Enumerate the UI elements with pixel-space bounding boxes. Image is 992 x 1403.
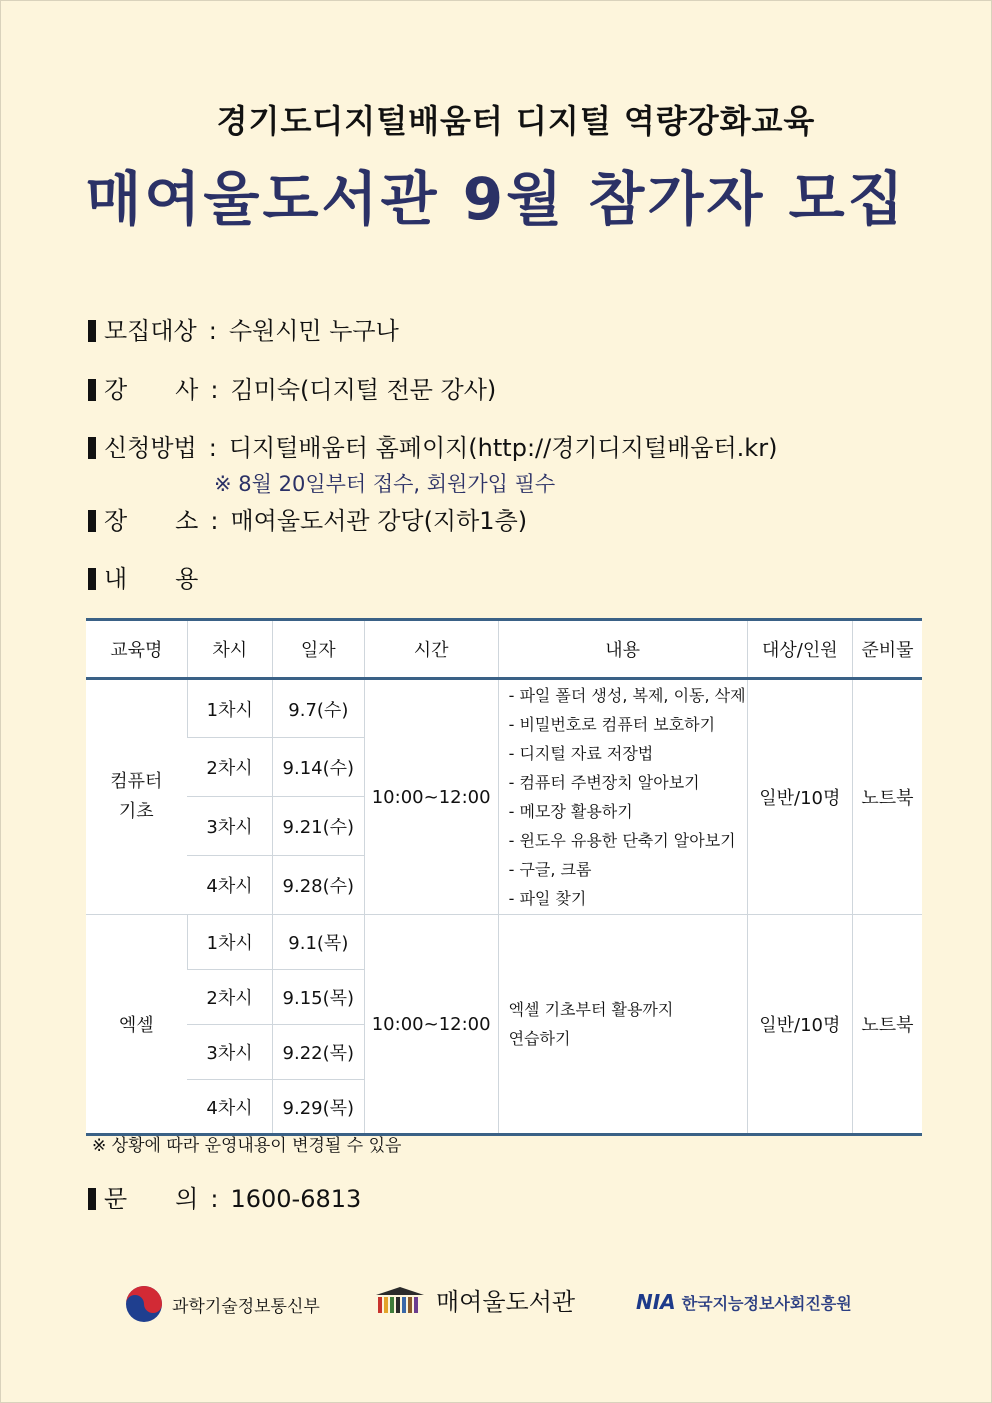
course-name: 컴퓨터 기초 — [86, 679, 187, 915]
bullet-icon — [88, 320, 96, 342]
table-header-row — [86, 620, 922, 679]
list-item: - 파일 폴더 생성, 복제, 이동, 삭제 — [508, 686, 746, 705]
info-instructor — [88, 375, 496, 405]
session-cell: 1차시 — [187, 679, 272, 738]
table-row — [86, 679, 922, 738]
list-item: - 비밀번호로 컴퓨터 보호하기 — [508, 715, 716, 734]
session-cell: 2차시 — [187, 738, 272, 797]
date-cell: 9.21(수) — [272, 797, 364, 856]
header-course: 교육명 — [86, 620, 187, 679]
content-list — [509, 681, 746, 913]
time-cell: 10:00~12:00 — [364, 915, 498, 1135]
info-label: 문 의 — [104, 1185, 199, 1213]
list-item: - 컴퓨터 주변장치 알아보기 — [508, 773, 700, 792]
session-cell: 3차시 — [187, 1025, 272, 1080]
bullet-icon — [88, 510, 96, 532]
date-cell: 9.7(수) — [272, 679, 364, 738]
header-content: 내용 — [498, 620, 747, 679]
info-target — [88, 316, 399, 346]
info-place — [88, 506, 527, 536]
header-supplies: 준비물 — [853, 620, 923, 679]
footer-logos — [0, 1282, 992, 1326]
msit-logo — [124, 1284, 320, 1324]
application-note: ※ 8월 20일부터 접수, 회원가입 필수 — [214, 472, 556, 496]
info-label: 장 소 — [104, 507, 199, 535]
bullet-icon — [88, 568, 96, 590]
info-label: 강 사 — [104, 376, 199, 404]
info-separator: : — [208, 434, 217, 462]
supplies-cell: 노트북 — [853, 915, 923, 1135]
homepage-link[interactable]: 디지털배움터 홈페이지(http://경기디지털배움터.kr) — [228, 434, 778, 462]
info-value: 김미숙(디지털 전문 강사) — [230, 376, 497, 404]
date-cell: 9.22(목) — [272, 1025, 364, 1080]
bullet-icon — [88, 379, 96, 401]
target-cell: 일반/10명 — [747, 679, 852, 915]
library-logo — [372, 1282, 575, 1317]
info-separator: : — [210, 376, 219, 404]
library-books-icon — [372, 1285, 428, 1315]
table-note: ※ 상황에 따라 운영내용이 변경될 수 있음 — [92, 1136, 402, 1156]
time-cell: 10:00~12:00 — [364, 679, 498, 915]
session-cell: 4차시 — [187, 1080, 272, 1135]
table-row — [86, 915, 922, 970]
info-method — [88, 433, 777, 463]
session-cell: 3차시 — [187, 797, 272, 856]
info-content — [88, 564, 198, 594]
content-cell — [498, 915, 747, 1135]
supplies-cell: 노트북 — [853, 679, 923, 915]
session-cell: 2차시 — [187, 970, 272, 1025]
list-item: - 구글, 크롬 — [508, 860, 592, 879]
page-subtitle: 경기도디지털배움터 디지털 역량강화교육 — [216, 102, 816, 140]
info-label: 모집대상 — [104, 317, 197, 345]
list-item: - 윈도우 유용한 단축기 알아보기 — [508, 831, 736, 850]
date-cell: 9.14(수) — [272, 738, 364, 797]
info-label: 신청방법 — [104, 434, 197, 462]
header-target: 대상/인원 — [747, 620, 852, 679]
info-separator: : — [210, 507, 219, 535]
taegeuk-icon — [124, 1284, 164, 1324]
info-value: 매여울도서관 강당(지하1층) — [230, 507, 528, 535]
header-date: 일자 — [272, 620, 364, 679]
bullet-icon — [88, 437, 96, 459]
date-cell: 9.28(수) — [272, 856, 364, 915]
info-value: 수원시민 누구나 — [228, 317, 399, 345]
schedule-table — [86, 618, 922, 1136]
list-item: - 메모장 활용하기 — [508, 802, 633, 821]
header-session: 차시 — [187, 620, 272, 679]
nia-name: 한국지능정보사회진흥원 — [681, 1293, 852, 1313]
session-cell: 1차시 — [187, 915, 272, 970]
contact-phone: 1600-6813 — [230, 1185, 362, 1213]
info-label: 내 용 — [104, 565, 199, 593]
course-name: 엑셀 — [86, 915, 187, 1135]
nia-mark: NIA — [636, 1290, 676, 1314]
list-item: - 디지털 자료 저장법 — [508, 744, 654, 763]
info-separator: : — [208, 317, 217, 345]
date-cell: 9.15(목) — [272, 970, 364, 1025]
library-name: 매여울도서관 — [436, 1288, 576, 1316]
content-text: 엑셀 기초부터 활용까지 연습하기 — [508, 1000, 674, 1048]
bullet-icon — [88, 1188, 96, 1210]
msit-name: 과학기술정보통신부 — [172, 1296, 320, 1317]
session-cell: 4차시 — [187, 856, 272, 915]
target-cell: 일반/10명 — [747, 915, 852, 1135]
info-separator: : — [210, 1185, 219, 1213]
page-title: 매여울도서관 9월 참가자 모집 — [85, 165, 907, 233]
date-cell: 9.1(목) — [272, 915, 364, 970]
content-cell — [498, 679, 747, 915]
nia-logo — [636, 1290, 852, 1314]
info-contact — [88, 1184, 361, 1214]
list-item: - 파일 찾기 — [508, 889, 587, 908]
date-cell: 9.29(목) — [272, 1080, 364, 1135]
header-time: 시간 — [364, 620, 498, 679]
